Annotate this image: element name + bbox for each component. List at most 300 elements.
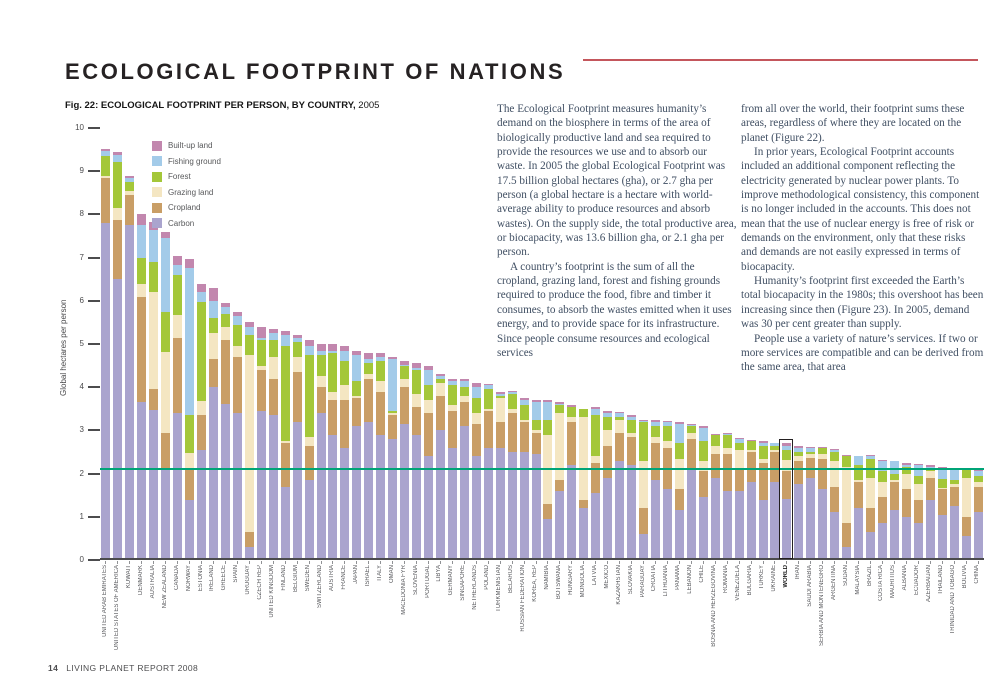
segment-cropland (161, 433, 170, 468)
y-tick (88, 343, 100, 345)
x-tick (918, 561, 919, 564)
segment-grazing (735, 450, 744, 469)
segment-carbon (125, 225, 134, 560)
country-label: COSTA RICA (878, 565, 885, 601)
y-tick-label: 10 (75, 123, 84, 132)
segment-grazing (902, 474, 911, 489)
segment-forest (759, 446, 768, 459)
x-tick (332, 561, 333, 564)
segment-grazing (842, 467, 851, 523)
segment-carbon (627, 465, 636, 560)
segment-carbon (902, 517, 911, 560)
segment-carbon (328, 435, 337, 560)
segment-cropland (675, 489, 684, 511)
y-tick-label: 0 (79, 555, 84, 564)
bar-switzerland (317, 344, 326, 560)
country-label: ARGENTINA (830, 565, 837, 601)
segment-cropland (328, 400, 337, 435)
segment-cropland (496, 422, 505, 448)
segment-forest (317, 355, 326, 377)
segment-carbon (269, 415, 278, 560)
segment-carbon (723, 491, 732, 560)
world-highlight-box (779, 439, 793, 559)
y-tick (88, 386, 100, 388)
x-tick (607, 561, 608, 564)
country-label: ROMANIA (723, 565, 730, 594)
country-label: SWITZERLAND (317, 565, 323, 609)
segment-grazing (675, 459, 684, 489)
segment-forest (543, 420, 552, 435)
segment-grazing (293, 357, 302, 372)
x-tick (739, 561, 740, 564)
segment-forest (639, 422, 648, 461)
segment-cropland (627, 437, 636, 465)
bar-belarus (508, 391, 517, 560)
country-label: MALAYSIA (854, 565, 861, 595)
bar-estonia (197, 284, 206, 560)
x-tick (368, 561, 369, 564)
x-tick (894, 561, 895, 564)
segment-cropland (794, 461, 803, 485)
segment-carbon (424, 456, 433, 560)
segment-grazing (412, 394, 421, 407)
segment-cropland (281, 443, 290, 486)
segment-cropland (472, 424, 481, 456)
footer-text: LIVING PLANET REPORT 2008 (66, 663, 199, 673)
bar-korea-rep (532, 400, 541, 560)
bar-bosnia-and-herzegovina (711, 434, 720, 560)
country-label: UNITED STATES OF AMERICA (113, 565, 120, 651)
bar-mongolia (579, 409, 588, 560)
country-label: THAILAND (938, 565, 945, 595)
x-tick (117, 561, 118, 564)
country-label: CZECH REP (257, 565, 264, 600)
segment-forest (567, 407, 576, 418)
segment-cropland (376, 392, 385, 435)
segment-forest (854, 465, 863, 480)
bar-oman (388, 357, 397, 560)
y-tick-label: 6 (79, 295, 84, 305)
segment-carbon (137, 402, 146, 560)
segment-forest (364, 363, 373, 374)
country-label: GERMANY (448, 565, 455, 596)
segment-forest (472, 398, 481, 413)
segment-carbon (735, 491, 744, 560)
segment-forest (460, 387, 469, 396)
country-label: IRAN (794, 565, 801, 580)
country-label: CANADA (173, 565, 180, 591)
segment-fishing (543, 402, 552, 419)
x-tick (882, 561, 883, 564)
segment-fishing (890, 461, 899, 474)
segment-cropland (508, 413, 517, 452)
segment-fishing (914, 465, 923, 476)
segment-forest (257, 340, 266, 366)
segment-forest (914, 476, 923, 485)
country-label: SLOVAKIA (627, 565, 634, 595)
x-tick (165, 561, 166, 564)
segment-carbon (950, 506, 959, 560)
country-label: FINLAND (281, 565, 288, 591)
segment-carbon (173, 413, 182, 560)
segment-fishing (340, 351, 349, 362)
country-label: VENEZUELA (735, 565, 742, 601)
segment-carbon (579, 508, 588, 560)
segment-carbon (149, 410, 158, 560)
segment-cropland (938, 489, 947, 515)
country-label: HUNGARY (567, 565, 574, 595)
country-label: ALBANIA (902, 565, 909, 591)
segment-forest (747, 441, 756, 450)
country-label: RUSSIAN FEDERATION (520, 565, 527, 632)
segment-cropland (818, 459, 827, 489)
country-label: OMAN (388, 565, 395, 583)
x-tick (440, 561, 441, 564)
legend-item-grazing (152, 185, 221, 201)
segment-carbon (747, 482, 756, 560)
segment-forest (699, 441, 708, 460)
segment-cropland (830, 487, 839, 513)
segment-forest (221, 314, 230, 327)
segment-carbon (567, 465, 576, 560)
segment-carbon (472, 456, 481, 560)
segment-cropland (615, 433, 624, 461)
segment-fishing (854, 456, 863, 465)
segment-cropland (711, 454, 720, 478)
country-label: TRINIDAD AND TOBAGO (950, 565, 957, 635)
segment-carbon (101, 223, 110, 560)
country-label: BOLIVIA (962, 565, 969, 589)
segment-forest (484, 389, 493, 408)
segment-forest (830, 452, 839, 461)
bar-ecuador (914, 464, 923, 560)
segment-grazing (209, 333, 218, 359)
segment-carbon (448, 448, 457, 560)
segment-cropland (484, 411, 493, 448)
segment-cropland (101, 178, 110, 223)
segment-carbon (113, 279, 122, 560)
country-label: CROATIA (651, 565, 658, 592)
bar-slovenia (412, 363, 421, 560)
segment-grazing (711, 446, 720, 455)
page-footer (48, 663, 198, 673)
country-label: FRANCE (340, 565, 347, 590)
segment-carbon (818, 489, 827, 560)
legend-swatch-cropland (152, 203, 162, 213)
segment-cropland (305, 446, 314, 481)
x-tick (105, 561, 106, 564)
x-tick (297, 561, 298, 564)
segment-cropland (173, 338, 182, 413)
segment-carbon (340, 448, 349, 560)
segment-grazing (245, 355, 254, 532)
segment-carbon (806, 478, 815, 560)
bar-malaysia (854, 456, 863, 560)
x-tick (309, 561, 310, 564)
bar-new-zealand (161, 232, 170, 560)
bar-austria (328, 344, 337, 560)
legend-item-fishing (152, 154, 221, 170)
country-label: SWEDEN (305, 565, 312, 592)
segment-cropland (233, 357, 242, 413)
x-tick (954, 561, 955, 564)
segment-cropland (567, 422, 576, 465)
page-number: 14 (48, 663, 59, 673)
bar-macedonia-fyr (400, 361, 409, 560)
segment-carbon (161, 468, 170, 560)
country-label: SLOVENIA (412, 565, 419, 596)
figure-caption-year: 2005 (355, 100, 380, 111)
segment-cropland (221, 340, 230, 405)
segment-carbon (543, 519, 552, 560)
segment-grazing (269, 357, 278, 379)
segment-cropland (197, 415, 206, 450)
bar-netherlands (472, 383, 481, 560)
country-label: JAPAN (352, 565, 359, 584)
segment-cropland (603, 446, 612, 478)
x-tick (488, 561, 489, 564)
segment-cropland (412, 407, 421, 435)
x-tick (583, 561, 584, 564)
x-tick (321, 561, 322, 564)
segment-grazing (424, 400, 433, 413)
bar-china (974, 469, 983, 560)
y-tick (88, 516, 100, 518)
segment-forest (412, 370, 421, 394)
bar-mauritius (890, 461, 899, 560)
legend-swatch-builtup (152, 141, 162, 151)
segment-fishing (245, 327, 254, 336)
segment-forest (305, 355, 314, 437)
bar-mexico (603, 411, 612, 560)
country-label: KOREA, REP (532, 565, 539, 602)
x-tick (261, 561, 262, 564)
segment-forest (579, 409, 588, 418)
legend-item-builtup (152, 138, 221, 154)
segment-grazing (113, 208, 122, 220)
legend-swatch-fishing (152, 156, 162, 166)
segment-grazing (317, 376, 326, 387)
segment-forest (161, 312, 170, 352)
segment-carbon (460, 426, 469, 560)
segment-carbon (364, 422, 373, 560)
segment-cropland (293, 372, 302, 422)
legend-swatch-forest (152, 172, 162, 182)
bar-costa-rica (878, 460, 887, 560)
bar-turkmenistan (496, 392, 505, 560)
x-tick (189, 561, 190, 564)
segment-forest (508, 394, 517, 409)
segment-forest (603, 417, 612, 430)
x-tick (356, 561, 357, 564)
x-tick (786, 561, 787, 564)
segment-forest (340, 361, 349, 385)
y-tick (88, 213, 100, 215)
y-tick (88, 559, 100, 561)
segment-builtup (185, 259, 194, 269)
country-label: POLAND (484, 565, 491, 590)
x-tick (930, 561, 931, 564)
x-tick (978, 561, 979, 564)
segment-forest (711, 435, 720, 446)
segment-grazing (161, 352, 170, 434)
segment-cropland (436, 396, 445, 431)
bar-kazakhstan (615, 412, 624, 560)
segment-carbon (352, 426, 361, 560)
segment-builtup (173, 256, 182, 265)
bar-panama (675, 422, 684, 560)
segment-fishing (197, 292, 206, 302)
segment-carbon (376, 435, 385, 560)
segment-cropland (460, 402, 469, 426)
country-label: NEW ZEALAND (161, 565, 168, 609)
segment-forest (113, 162, 122, 207)
segment-forest (520, 405, 529, 420)
x-tick (225, 561, 226, 564)
country-label: ECUADOR (914, 565, 921, 596)
bar-bolivia (962, 468, 971, 560)
bar-russian-federation (520, 398, 529, 560)
x-tick (404, 561, 405, 564)
segment-carbon (436, 430, 445, 560)
legend-label: Cropland (168, 203, 201, 213)
segment-carbon (233, 413, 242, 560)
segment-builtup (209, 288, 218, 301)
x-tick (213, 561, 214, 564)
segment-forest (209, 318, 218, 333)
segment-cropland (520, 422, 529, 452)
segment-forest (962, 469, 971, 478)
segment-cropland (185, 468, 194, 500)
x-tick (392, 561, 393, 564)
segment-carbon (257, 411, 266, 560)
segment-fishing (950, 469, 959, 480)
segment-grazing (305, 437, 314, 446)
bar-france (340, 346, 349, 560)
legend-swatch-grazing (152, 187, 162, 197)
segment-carbon (711, 478, 720, 560)
segment-carbon (699, 497, 708, 560)
segment-carbon (484, 448, 493, 560)
country-label: LIBYA (436, 565, 443, 582)
x-tick (906, 561, 907, 564)
x-tick (500, 561, 501, 564)
country-label: UNITED ARAB EMIRATES (101, 565, 108, 637)
segment-grazing (233, 346, 242, 357)
x-tick (619, 561, 620, 564)
segment-cropland (747, 452, 756, 482)
x-tick (536, 561, 537, 564)
bar-saudi-arabia (806, 447, 815, 560)
bar-romania (723, 433, 732, 560)
x-tick (715, 561, 716, 564)
segment-forest (125, 182, 134, 191)
segment-fishing (209, 301, 218, 318)
segment-grazing (340, 385, 349, 400)
segment-forest (281, 346, 290, 441)
segment-carbon (794, 484, 803, 560)
country-label: PORTUGAL (424, 565, 431, 598)
segment-carbon (974, 512, 983, 560)
x-tick (834, 561, 835, 564)
segment-cropland (388, 415, 397, 439)
country-label: MAURITIUS (890, 565, 897, 598)
segment-carbon (854, 508, 863, 560)
segment-fishing (173, 265, 182, 275)
segment-cropland (137, 297, 146, 403)
bar-denmark (137, 214, 146, 560)
segment-carbon (866, 532, 875, 560)
y-tick (88, 429, 100, 431)
segment-forest (448, 385, 457, 404)
segment-grazing (579, 417, 588, 499)
bar-czech-rep (257, 327, 266, 560)
segment-carbon (197, 450, 206, 560)
segment-cropland (687, 439, 696, 469)
y-tick-label: 2 (79, 468, 84, 478)
bar-venezuela (735, 438, 744, 560)
x-tick (631, 561, 632, 564)
bar-ukraine (770, 443, 779, 560)
segment-forest (173, 275, 182, 315)
country-label: LEBANON (687, 565, 694, 594)
bar-albania (902, 463, 911, 560)
segment-cropland (113, 220, 122, 280)
segment-cropland (723, 454, 732, 491)
segment-fishing (424, 370, 433, 385)
country-label: BELGIUM (293, 565, 300, 593)
segment-cropland (317, 387, 326, 413)
x-tick (846, 561, 847, 564)
bar-brazil (866, 455, 875, 560)
body-text-column-1 (497, 102, 737, 360)
country-label: NORWAY (185, 565, 192, 592)
segment-grazing (603, 430, 612, 445)
y-tick-label: 9 (79, 166, 84, 176)
segment-forest (376, 361, 385, 380)
segment-cropland (890, 482, 899, 510)
x-tick (273, 561, 274, 564)
segment-forest (878, 471, 887, 482)
x-tick (763, 561, 764, 564)
x-tick (643, 561, 644, 564)
country-label: URUGUAY (245, 565, 252, 595)
y-tick (88, 257, 100, 259)
x-tick (810, 561, 811, 564)
segment-forest (137, 258, 146, 284)
segment-cropland (699, 471, 708, 497)
segment-forest (185, 415, 194, 453)
legend-item-cropland (152, 200, 221, 216)
country-label: SINGAPORE (460, 565, 467, 601)
segment-fishing (281, 335, 290, 346)
segment-cropland (866, 508, 875, 532)
y-tick (88, 170, 100, 172)
segment-forest (627, 420, 636, 433)
segment-fishing (532, 402, 541, 419)
y-axis-title: Global hectares per person (59, 299, 68, 397)
segment-grazing (173, 315, 182, 338)
x-tick (177, 561, 178, 564)
country-label: BOTSWANA (555, 565, 562, 600)
segment-cropland (245, 532, 254, 547)
segment-fishing (137, 225, 146, 257)
bar-united-arab-emirates (101, 149, 110, 560)
paragraph: Humanity’s footprint first exceeded the Earth’s total biocapacity in the 1980s; this overshoot has been increasing since then (Figure 23). In 2005, demand was 30 per cent greater than supply. (741, 275, 984, 331)
segment-forest (197, 302, 206, 402)
country-label: SERBIA AND MONTENEGRO (818, 565, 825, 647)
legend-swatch-carbon (152, 218, 162, 228)
